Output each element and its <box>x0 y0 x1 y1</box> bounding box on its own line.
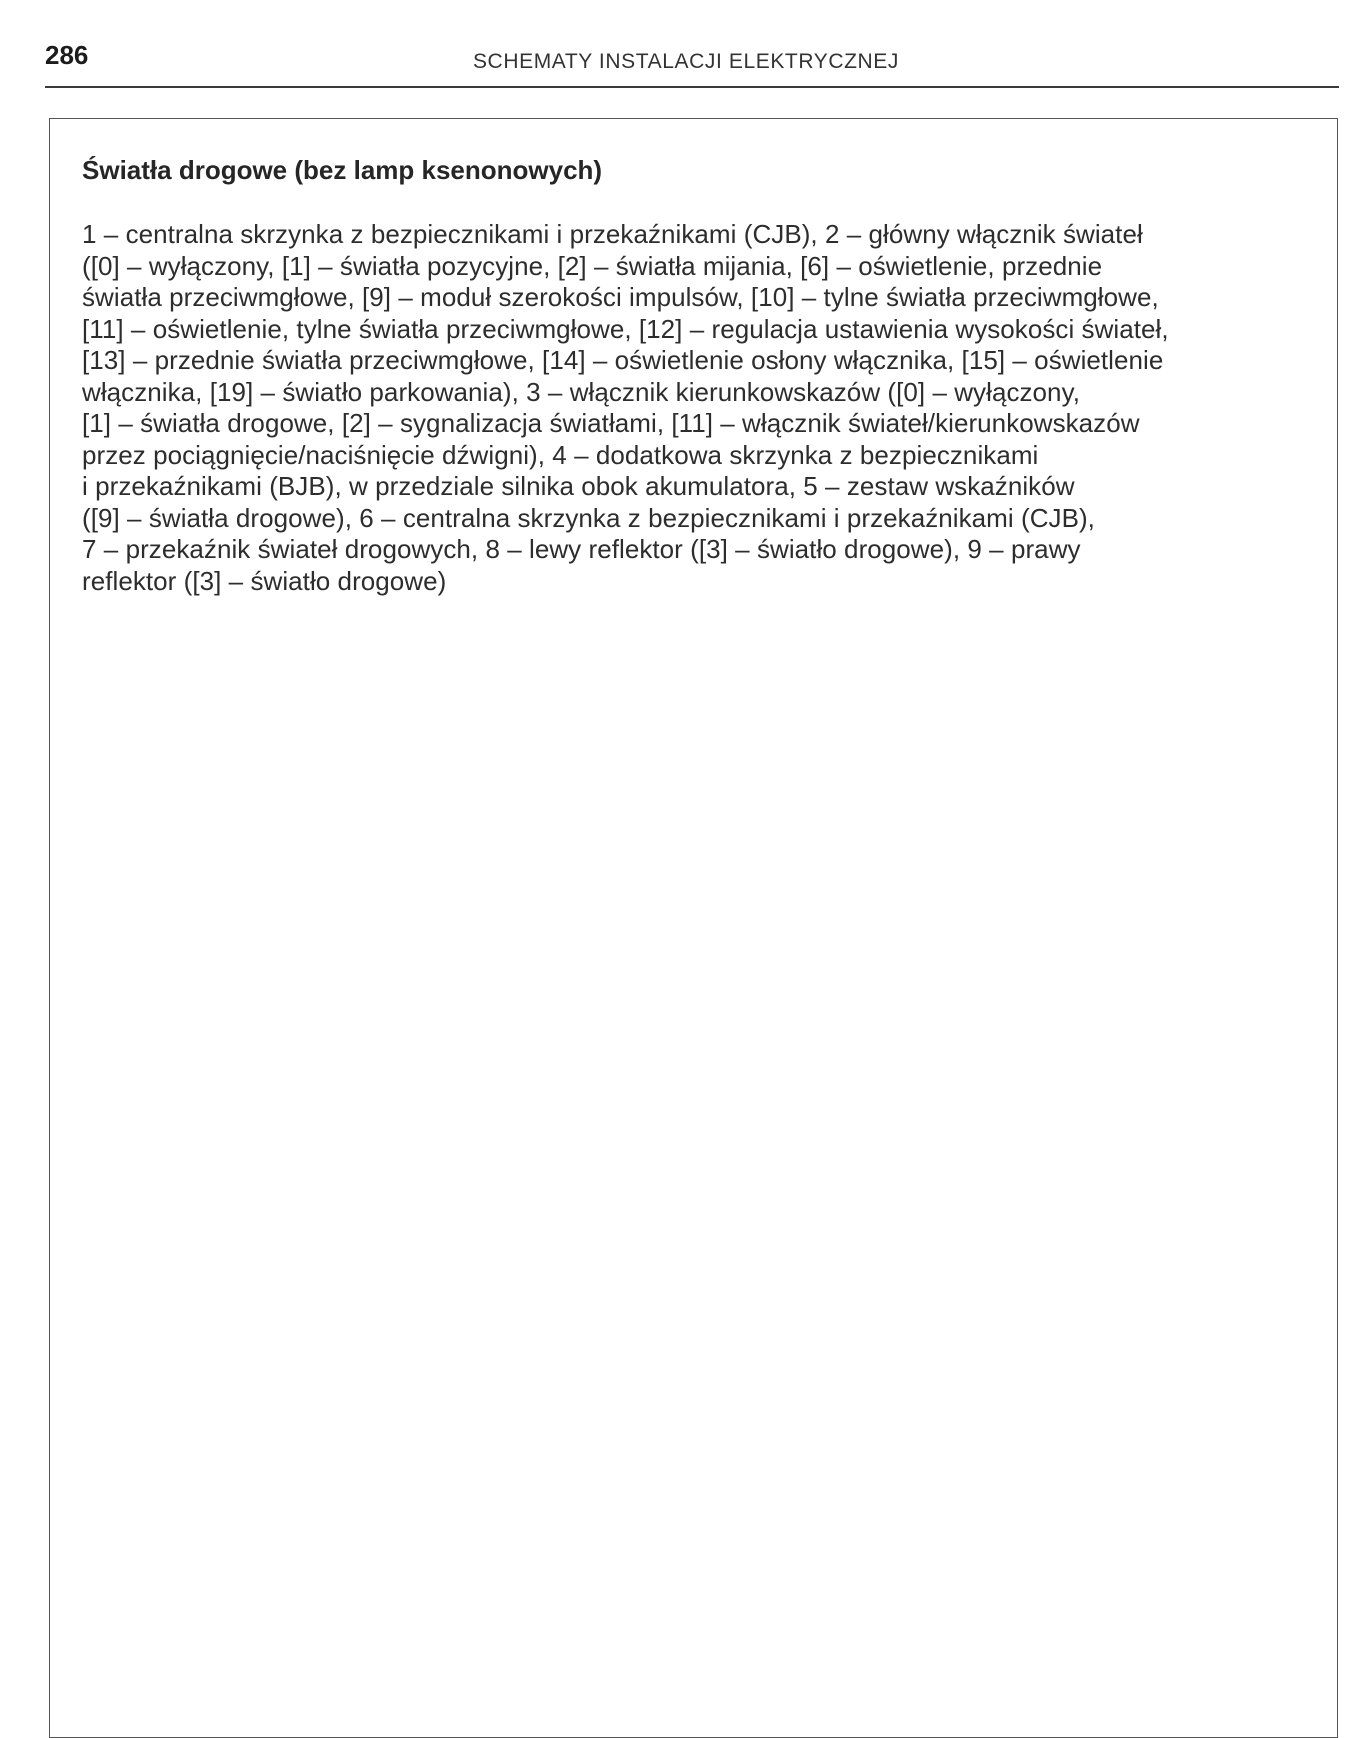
legend-line: i przekaźnikami (BJB), w przedziale silnika obok akumulatora, 5 – zestaw wskaźników <box>82 471 1075 501</box>
legend-line: włącznika, [19] – światło parkowania), 3 – włącznik kierunkowskazów ([0] – wyłączony, <box>82 376 1080 407</box>
page-number: 286 <box>45 40 89 70</box>
legend-text <box>82 219 1307 597</box>
legend-line: [11] – oświetlenie, tylne światła przeciwmgłowe, [12] – regulacja ustawienia wysokości świateł, <box>82 313 1169 344</box>
legend-line: ([9] – światła drogowe), 6 – centralna skrzynka z bezpiecznikami i przekaźnikami (CJB), <box>82 502 1095 533</box>
legend-line: 7 – przekaźnik świateł drogowych, 8 – lewy reflektor ([3] – światło drogowe), 9 – prawy <box>82 534 1081 564</box>
running-header: SCHEMATY INSTALACJI ELEKTRYCZNEJ <box>472 50 900 73</box>
legend-line: reflektor ([3] – światło drogowe) <box>82 565 447 596</box>
legend-line: ([0] – wyłączony, [1] – światła pozycyjne, [2] – światła mijania, [6] – oświetlenie, przednie <box>82 250 1103 281</box>
legend-line: przez pociągnięcie/naciśnięcie dźwigni), 4 – dodatkowa skrzynka z bezpiecznikami <box>82 439 1039 470</box>
legend-line: światła przeciwmgłowe, [9] – moduł szerokości impulsów, [10] – tylne światła przeciwmgłowe, <box>82 282 1159 312</box>
legend-line: [1] – światła drogowe, [2] – sygnalizacja światłami, [11] – włącznik świateł/kierunkowskazów <box>82 408 1140 438</box>
legend-line: [13] – przednie światła przeciwmgłowe, [14] – oświetlenie osłony włącznika, [15] – oświetlenie <box>82 345 1164 375</box>
figure-frame <box>49 118 1338 1738</box>
legend-line: 1 – centralna skrzynka z bezpiecznikami i przekaźnikami (CJB), 2 – główny włącznik świateł <box>82 219 1143 249</box>
section-title: Światła drogowe (bez lamp ksenonowych) <box>82 155 603 185</box>
header-rule <box>45 86 1339 88</box>
